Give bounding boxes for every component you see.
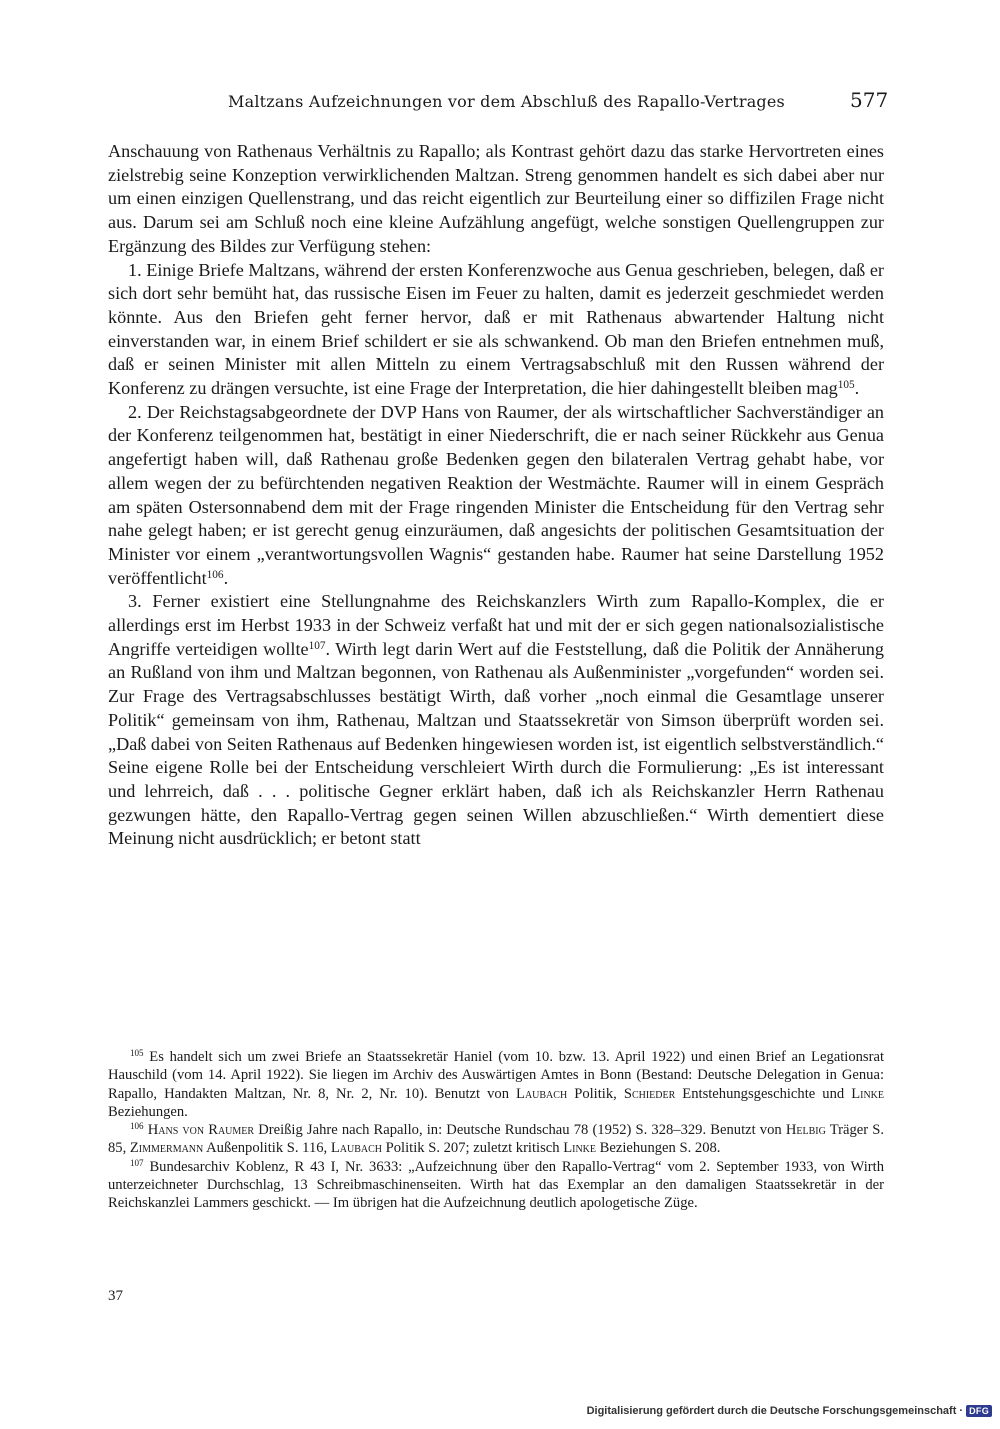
footnote-107: [108, 1158, 884, 1213]
footnotes: [108, 1048, 884, 1213]
footnote-text: Politik,: [567, 1085, 624, 1102]
footnote-number: 105: [130, 1048, 144, 1059]
paragraph-intro: Anschauung von Rathenaus Verhältnis zu Rapallo; als Kontrast gehört dazu das starke Hervortreten eines zielstrebig seine Konzeption verwirklichenden Maltzan. Streng genommen handelt es sich dabei aber nur um einen einzigen Quellenstrang, und das reicht eigentlich zur Beurteilung einer so diffizilen Frage nicht aus. Darum sei am Schluß noch eine kleine Aufzählung angefügt, welche sonstigen Quellengruppen zur Ergänzung des Bildes zur Verfügung stehen:: [108, 141, 884, 256]
footnote-text: Dreißig Jahre nach Rapallo, in: Deutsche Rundschau 78 (1952) S. 328–329. Benutzt von: [254, 1122, 786, 1139]
main-text: [108, 140, 884, 851]
paragraph-item-2-text: 2. Der Reichstagsabgeordnete der DVP Hans von Raumer, der als wirtschaftlicher Sachverständiger an der Konferenz teilgenommen hat, bestätigt in einer Niederschrift, die er nach seiner Rückkehr aus Genua angefertigt haben will, daß Rathenau große Bedenken gegen den bilateralen Vertrag gehabt habe, vor allem wegen der zu befürchtenden negativen Reaktion der Westmächte. Raumer will in einem Gespräch am späten Ostersonnabend dem mit der Frage ringenden Minister die Entscheidung für den Vertrag sehr nahe gelegt haben; er ist gerecht genug einzuräumen, daß angesichts der politischen Gesamtsituation der Minister vor einem „verantwortungsvollen Wagnis“ gestanden habe. Raumer hat seine Darstellung 1952 veröffentlicht: [108, 401, 884, 588]
paragraph-item-1: [108, 259, 884, 401]
footnote-text: Beziehungen.: [108, 1103, 188, 1120]
dfg-logo-icon: DFG: [966, 1405, 992, 1417]
footnote-text: Außenpolitik S. 116,: [203, 1140, 331, 1157]
paragraph-item-1-end: .: [854, 378, 860, 399]
page-number: 577: [850, 88, 889, 112]
footnote-ref-107: 107: [308, 639, 326, 652]
footnote-number: 106: [130, 1121, 144, 1132]
author-name: Laubach: [516, 1085, 568, 1102]
footnote-106: [108, 1121, 884, 1158]
footnote-ref-105: 105: [837, 378, 855, 391]
author-name: Linke: [563, 1140, 596, 1157]
paragraph-item-3: [108, 590, 884, 851]
footnote-text: Es handelt sich um zwei Briefe an Staatssekretär Haniel (vom 10. bzw. 13. April 1922) und einen Brief an Legationsrat Hauschild (vom 14. April 1922). Sie liegen im Archiv des Auswärtigen Amtes in Bonn (Bestand: Deutsche Delegation in Genua: Rapallo, Handakten Maltzan, Nr. 8, Nr. 2, Nr. 10). Benutzt von: [108, 1049, 884, 1102]
footnote-text: Träger S. 85,: [108, 1122, 884, 1157]
author-name: Schieder: [623, 1085, 676, 1102]
credit-text: Digitalisierung gefördert durch die Deutsche Forschungsgemeinschaft ·: [586, 1405, 964, 1417]
paragraph-item-2-end: .: [223, 567, 229, 588]
author-name: Laubach: [330, 1140, 382, 1157]
sheet-signature: 37: [108, 1288, 123, 1304]
footnote-text: Bundesarchiv Koblenz, R 43 I, Nr. 3633: „Aufzeichnung über den Rapallo-Vertrag“ vom 2. September 1933, von Wirth unterzeichneter Durchschlag, 13 Schreibmaschinenseiten. Wirth hat das Exemplar an den damaligen Staatssekretär in der Reichskanzlei Lammers geschickt. — Im übrigen hat die Aufzeichnung deutlich apologetische Züge.: [108, 1158, 884, 1212]
footnote-ref-106: 106: [206, 568, 224, 581]
author-name: Hans von Raumer: [143, 1122, 255, 1139]
paragraph-item-3-text-a: 3. Ferner existiert eine Stellungnahme des Reichskanzlers Wirth zum Rapallo-Komplex, die er allerdings erst im Herbst 1933 in der Schweiz verfaßt hat und mit der er sich gegen nationalsozialistische Angriffe verteidigen wollte: [108, 591, 884, 659]
author-name: Helbig: [785, 1122, 826, 1139]
running-header: Maltzans Aufzeichnungen vor dem Abschluß des Rapallo-Vertrages: [228, 92, 785, 111]
footnote-number: 107: [130, 1157, 144, 1168]
paragraph-item-2: [108, 401, 884, 591]
digitization-credit: [587, 1405, 992, 1417]
footnote-105: [108, 1048, 884, 1121]
paragraph-item-3-text-b: . Wirth legt darin Wert auf die Feststellung, daß die Politik der Annäherung an Rußland von ihm und Maltzan begonnen, von Rathenau als Außenminister „vorgefunden“ worden sei. Zur Frage des Vertragsabschlusses bestätigt Wirth, daß vorher „noch einmal die Gesamtlage unserer Politik“ gemeinsam von ihm, Rathenau, Maltzan und Staatssekretär von Simson überprüft worden sei. „Daß dabei von Seiten Rathenaus auf Bedenken hingewiesen worden ist, ist eigentlich selbstverständlich.“ Seine eigene Rolle bei der Entscheidung verschleiert Wirth durch die Formulierung: „Es ist interessant und lehrreich, daß . . . politische Gegner erklärt haben, daß ich als Reichskanzler Herrn Rathenau gezwungen hätte, den Rapallo-Vertrag gegen seinen Willen abzuschließen.“ Wirth dementiert diese Meinung nicht ausdrücklich; er betont statt: [108, 638, 884, 849]
footnote-text: Politik S. 207; zuletzt kritisch: [382, 1140, 564, 1157]
paragraph-item-1-text: 1. Einige Briefe Maltzans, während der ersten Konferenzwoche aus Genua geschrieben, belegen, daß er sich dort sehr bemüht hat, das russische Eisen im Feuer zu halten, damit es jederzeit geschmiedet werden könnte. Aus den Briefen geht ferner hervor, daß er mit Rathenaus abwartender Haltung nicht einverstanden war, in einem Brief schildert er sie als schwankend. Ob man den Briefen entnehmen muß, daß er seinen Minister mit allen Mitteln zu einem Vertragsabschluß mit den Russen während der Konferenz zu drängen versuchte, ist eine Frage der Interpretation, die hier dahingestellt bleiben mag: [108, 259, 884, 399]
author-name: Zimmermann: [129, 1140, 204, 1157]
footnote-text: Beziehungen S. 208.: [596, 1140, 721, 1157]
author-name: Linke: [851, 1085, 884, 1102]
footnote-text: Entstehungsgeschichte und: [675, 1085, 852, 1102]
